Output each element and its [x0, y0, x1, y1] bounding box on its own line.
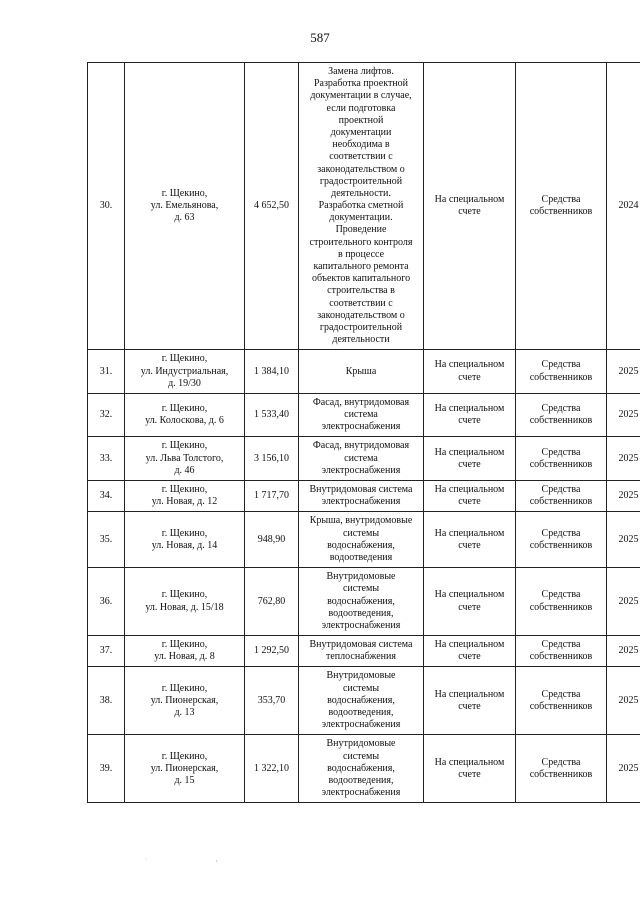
area-cell: 1 292,50 — [245, 636, 299, 667]
works-text: Внутридомовая система теплоснабжения — [309, 639, 413, 663]
funding-source-cell — [516, 568, 607, 636]
table-row — [88, 437, 640, 481]
funding-source-cell — [516, 393, 607, 437]
funding-source-text: Средства собственников — [529, 402, 593, 427]
address-text: г. Щекино, ул. Новая, д. 8 — [154, 639, 215, 663]
area-cell: 762,80 — [245, 568, 299, 636]
funding-source-cell — [516, 636, 607, 667]
capital-repair-table — [87, 62, 640, 803]
account-cell — [424, 393, 516, 437]
account-text: На специальном счете — [434, 688, 505, 712]
area-cell: 1 533,40 — [245, 393, 299, 437]
row-number: 33. — [88, 437, 125, 481]
funding-source-cell — [516, 437, 607, 481]
address-text: г. Щекино, ул. Емельянова, д. 63 — [150, 187, 219, 224]
year-cell: 2025 — [607, 437, 640, 481]
area-cell: 1 322,10 — [245, 735, 299, 803]
funding-source-text: Средства собственников — [529, 639, 593, 663]
row-number: 35. — [88, 512, 125, 568]
table-row — [88, 735, 640, 803]
table-row — [88, 636, 640, 667]
year-cell: 2025 — [607, 350, 640, 394]
address-cell — [125, 350, 245, 394]
address-text: г. Щекино, ул. Льва Толстого, д. 46 — [145, 440, 224, 476]
account-cell — [424, 568, 516, 636]
table-row — [88, 393, 640, 437]
row-number: 32. — [88, 393, 125, 437]
address-text: г. Щекино, ул. Пионерская, д. 15 — [150, 750, 219, 786]
area-cell: 1 384,10 — [245, 350, 299, 394]
account-cell — [424, 667, 516, 735]
works-cell — [299, 350, 424, 394]
account-cell — [424, 636, 516, 667]
address-cell — [125, 512, 245, 568]
works-cell — [299, 667, 424, 735]
address-cell — [125, 393, 245, 437]
table-row — [88, 481, 640, 512]
table-row — [88, 568, 640, 636]
table-row — [88, 512, 640, 568]
funding-source-cell — [516, 667, 607, 735]
funding-source-text: Средства собственников — [529, 484, 593, 508]
table-row — [88, 350, 640, 394]
area-cell: 948,90 — [245, 512, 299, 568]
works-cell — [299, 481, 424, 512]
works-text: Внутридомовая система электроснабжения — [309, 484, 413, 508]
funding-source-text: Средства собственников — [529, 756, 593, 780]
address-text: г. Щекино, ул. Новая, д. 14 — [151, 527, 218, 551]
address-cell — [125, 636, 245, 667]
address-cell — [125, 667, 245, 735]
account-text: На специальном счете — [434, 484, 505, 508]
row-number: 37. — [88, 636, 125, 667]
account-text: На специальном счете — [434, 527, 505, 551]
funding-source-text: Средства собственников — [529, 527, 593, 551]
funding-source-text: Средства собственников — [529, 359, 593, 383]
account-text: На специальном счете — [434, 193, 505, 218]
year-cell: 2025 — [607, 393, 640, 437]
address-text: г. Щекино, ул. Новая, д. 12 — [151, 484, 218, 508]
works-text: Внутридомовые системы водоснабжения, водоотведения, электроснабжения — [321, 738, 401, 799]
works-text: Крыша — [345, 365, 377, 377]
works-cell — [299, 393, 424, 437]
row-number: 31. — [88, 350, 125, 394]
table-row — [88, 667, 640, 735]
area-cell: 353,70 — [245, 667, 299, 735]
funding-source-cell — [516, 735, 607, 803]
works-text: Замена лифтов. Разработка проектной документации в случае, если подготовка проектной документации необходима в соответствии с законодательством о градостроительной деятельности. Разработка сметной документации. Проведение строительного контроля в процессе капитального ремонта объектов капитального строительства в соответствии с законодательством о градостроительной деятельности — [309, 66, 413, 346]
works-cell — [299, 735, 424, 803]
year-cell: 2025 — [607, 735, 640, 803]
area-cell: 4 652,50 — [245, 63, 299, 350]
account-text: На специальном счете — [434, 639, 505, 663]
account-text: На специальном счете — [434, 589, 505, 613]
address-text: г. Щекино, ул. Новая, д. 15/18 — [145, 589, 224, 613]
account-text: На специальном счете — [434, 756, 505, 780]
row-number: 30. — [88, 63, 125, 350]
row-number: 34. — [88, 481, 125, 512]
account-text: На специальном счете — [434, 402, 505, 427]
address-text: г. Щекино, ул. Колоскова, д. 6 — [145, 402, 224, 427]
works-cell — [299, 63, 424, 350]
address-cell — [125, 481, 245, 512]
account-text: На специальном счете — [434, 359, 505, 383]
address-cell — [125, 63, 245, 350]
works-text: Внутридомовые системы водоснабжения, водоотведения, электроснабжения — [321, 670, 401, 731]
row-number: 39. — [88, 735, 125, 803]
account-cell — [424, 481, 516, 512]
funding-source-cell — [516, 350, 607, 394]
works-cell — [299, 437, 424, 481]
row-number: 38. — [88, 667, 125, 735]
account-cell — [424, 437, 516, 481]
works-cell — [299, 568, 424, 636]
page-number: 587 — [310, 30, 330, 45]
funding-source-cell — [516, 512, 607, 568]
account-cell — [424, 512, 516, 568]
account-cell — [424, 735, 516, 803]
funding-source-cell — [516, 63, 607, 350]
year-cell: 2025 — [607, 667, 640, 735]
address-text: г. Щекино, ул. Пионерская, д. 13 — [150, 682, 219, 718]
address-cell — [125, 437, 245, 481]
works-text: Фасад, внутридомовая система электроснабжения — [312, 396, 410, 433]
year-cell: 2025 — [607, 568, 640, 636]
works-cell — [299, 512, 424, 568]
works-cell — [299, 636, 424, 667]
table-body — [88, 63, 640, 803]
address-cell — [125, 568, 245, 636]
works-text: Крыша, внутридомовые системы водоснабжения, водоотведения — [309, 515, 413, 563]
year-cell: 2025 — [607, 636, 640, 667]
year-cell: 2025 — [607, 481, 640, 512]
row-number: 36. — [88, 568, 125, 636]
area-cell: 1 717,70 — [245, 481, 299, 512]
account-text: На специальном счете — [434, 446, 505, 470]
account-cell — [424, 63, 516, 350]
funding-source-text: Средства собственников — [529, 446, 593, 470]
address-cell — [125, 735, 245, 803]
works-text: Фасад, внутридомовая система электроснабжения — [312, 440, 410, 476]
table-row — [88, 63, 640, 350]
funding-source-text: Средства собственников — [529, 688, 593, 712]
account-cell — [424, 350, 516, 394]
works-text: Внутридомовые системы водоснабжения, водоотведения, электроснабжения — [321, 571, 401, 631]
address-text: г. Щекино, ул. Индустриальная, д. 19/30 — [140, 353, 229, 389]
year-cell: 2024 — [607, 63, 640, 350]
scan-artifact-marks: · , — [145, 857, 218, 863]
funding-source-cell — [516, 481, 607, 512]
year-cell: 2025 — [607, 512, 640, 568]
area-cell: 3 156,10 — [245, 437, 299, 481]
funding-source-text: Средства собственников — [529, 589, 593, 613]
funding-source-text: Средства собственников — [529, 193, 593, 218]
